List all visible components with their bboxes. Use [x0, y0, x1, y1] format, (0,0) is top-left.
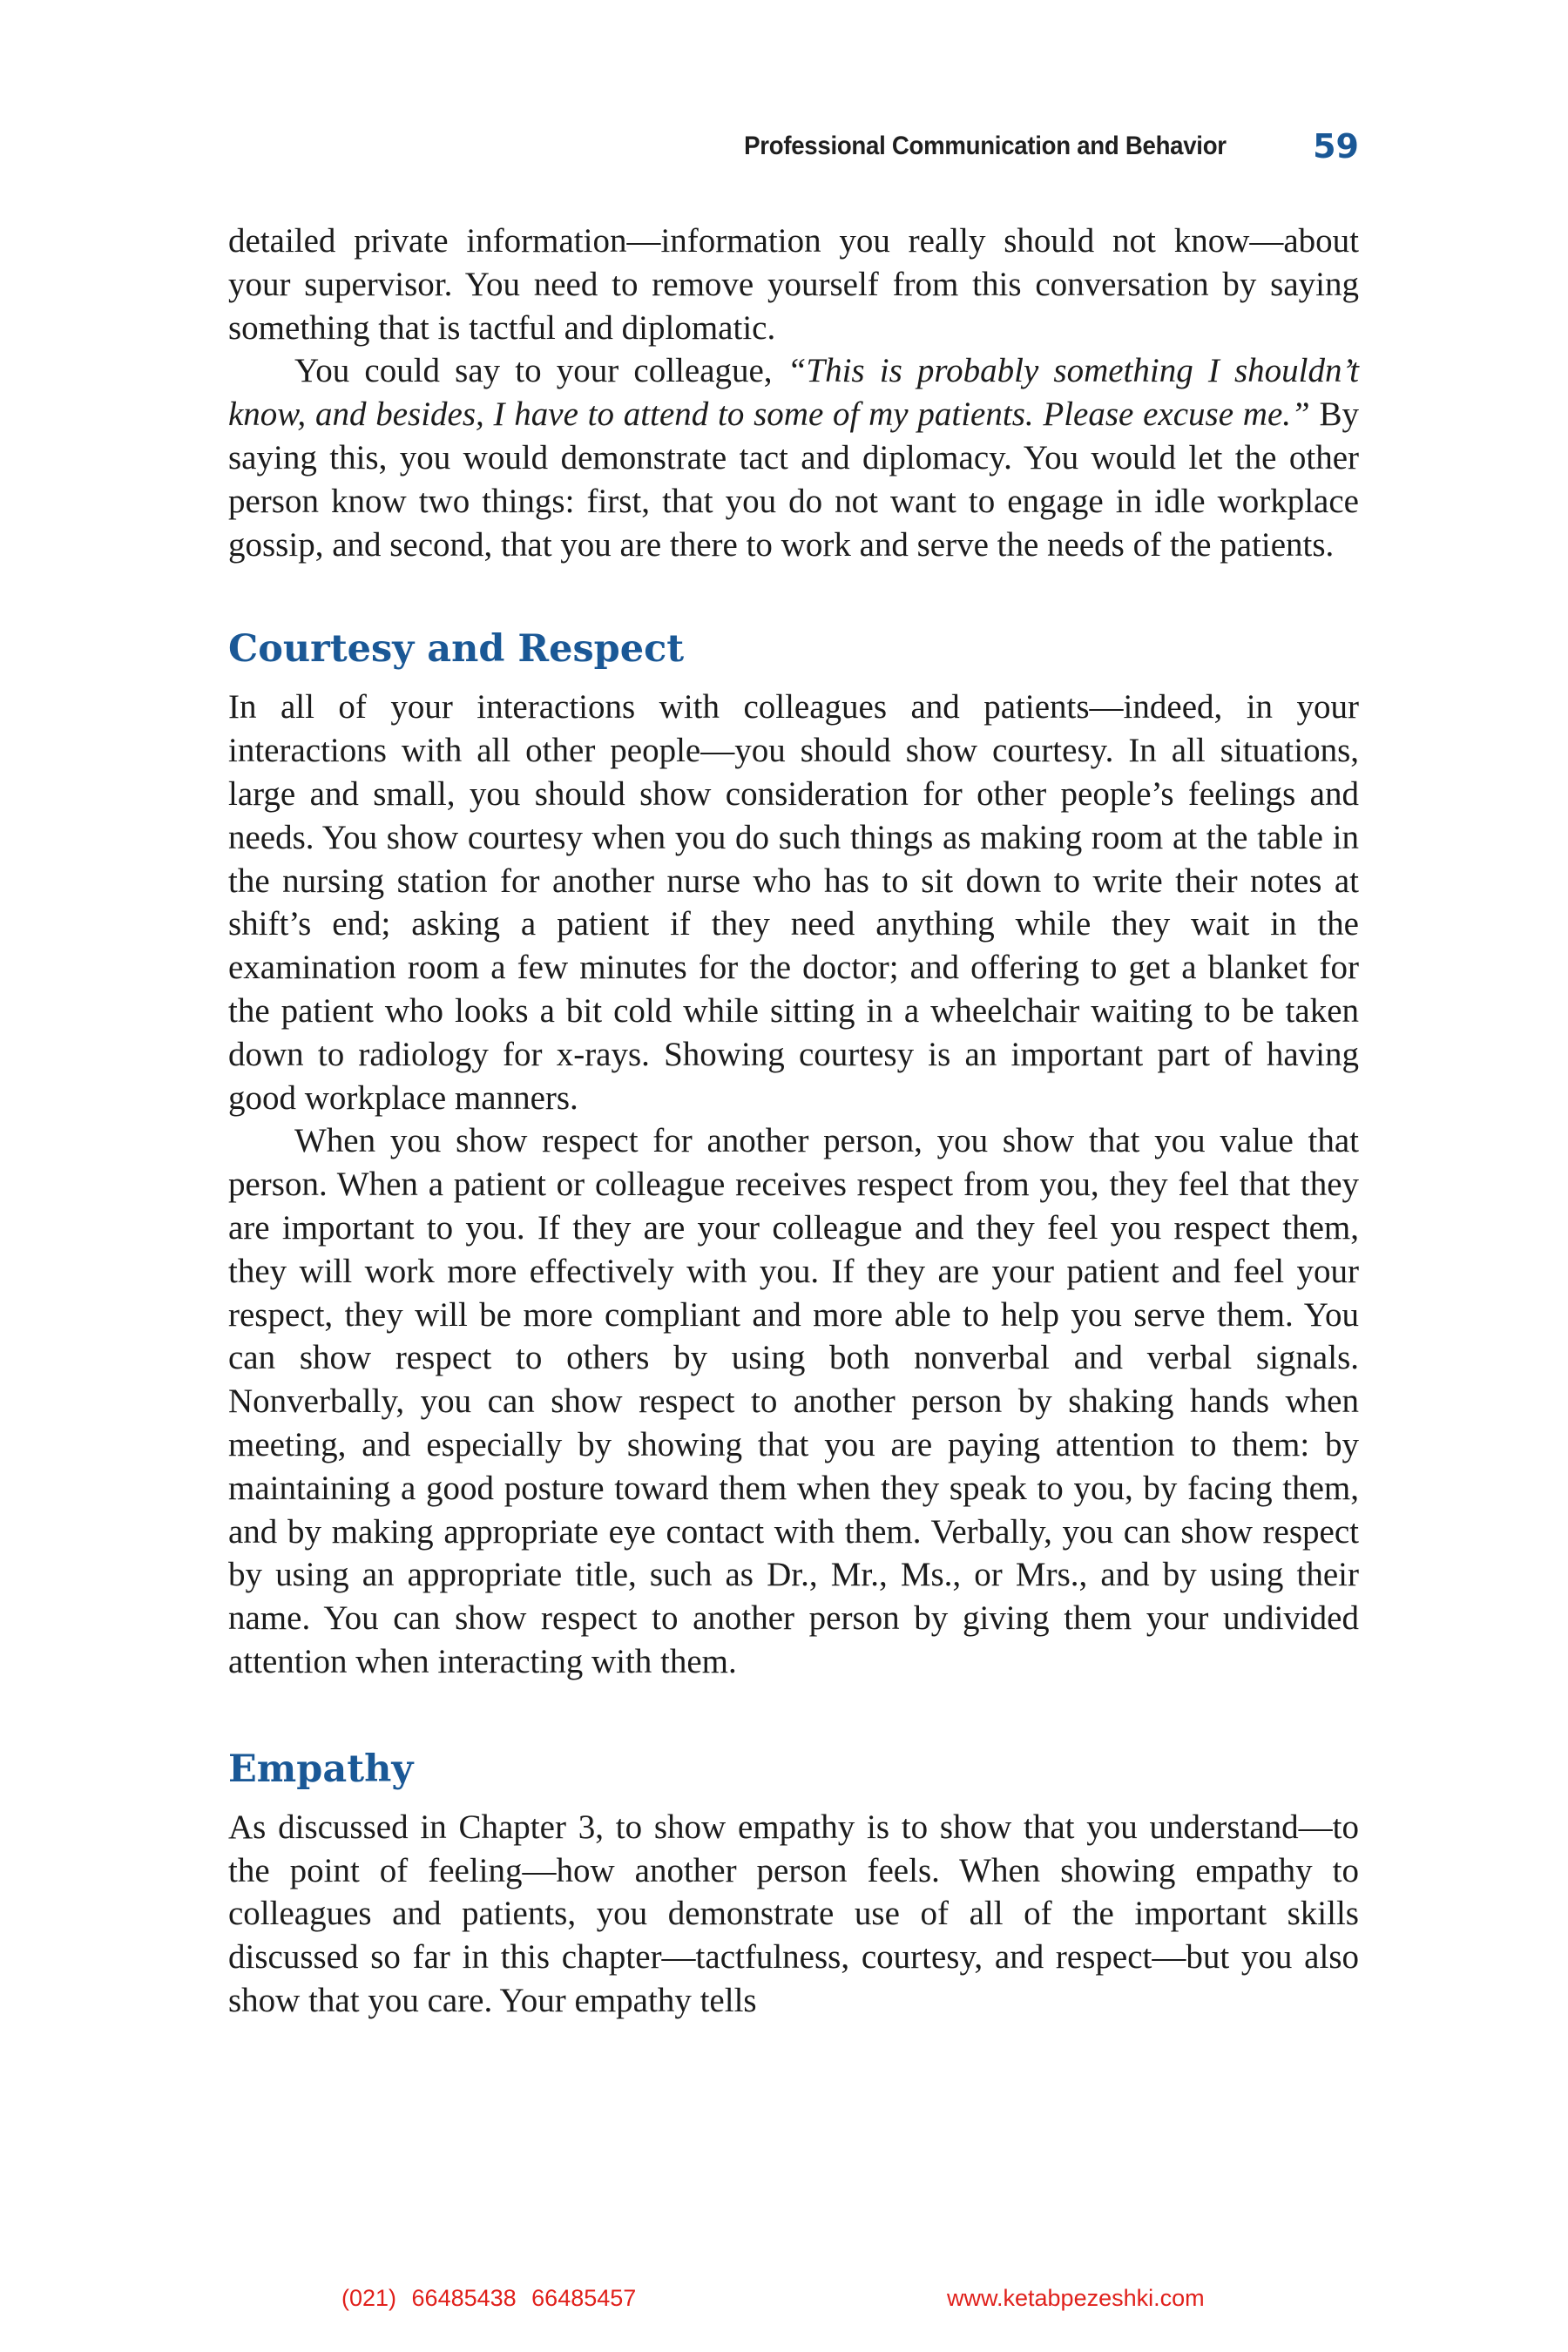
- running-title: Professional Communication and Behavior: [744, 132, 1227, 160]
- page-body: [228, 220, 1359, 2023]
- paragraph-empathy: As discussed in Chapter 3, to show empathy is to show that you understand—to the point of feeling—how another person feels. When showing empathy to colleagues and patients, you demonstrate use of all of the important skills discussed so far in this chapter—tactfulness, courtesy, and respect—but you also show that you care. Your empathy tells: [228, 1808, 1359, 2019]
- quoted-speech: “This is probably something I shouldn’t know, and besides, I have to attend to some of my patients. Please excuse me.”: [228, 352, 1359, 434]
- running-head: [228, 129, 1359, 171]
- paragraph-courtesy: In all of your interactions with colleagues and patients—indeed, in your interactions with all other people—you should show courtesy. In all situations, large and small, you should show consideration for other people’s feelings and needs. You show courtesy when you do such things as making room at the table in the nursing station for another nurse who has to sit down to write their notes at shift’s end; asking a patient if they need anything while they wait in the examination room a few minutes for the doctor; and offering to get a blanket for the patient who looks a bit cold while sitting in a wheelchair waiting to be taken down to radiology for x-rays. Showing courtesy is an important part of having good workplace manners.: [228, 688, 1359, 1117]
- paragraph-rest-text: By saying this, you would demonstrate tact and diplomacy. You would let the other person know two things: first, that you do not want to engage in idle workplace gossip, and second, that you are there to work and serve the needs of the patients.: [228, 395, 1359, 564]
- paragraph-respect: When you show respect for another person, you show that you value that person. When a patient or colleague receives respect from you, they feel that they are important to you. If they are your colleague and they feel you respect them, they will work more effectively with you. If they are your patient and feel your respect, they will be more compliant and more able to help you serve them. You can show respect to others by using both nonverbal and verbal signals. Nonverbally, you can show respect to another person by shaking hands when meeting, and especially by showing that you are paying attention to them: by maintaining a good posture toward them when they speak to you, by facing them, and by making appropriate eye contact with them. Verbally, you can show respect by using an appropriate title, such as Dr., Mr., Ms., or Mrs., and by using their name. You can show respect to another person by giving them your undivided attention when interacting with them.: [228, 1122, 1359, 1680]
- paragraph-continued: detailed private information—information you really should not know—about your supervisor. You need to remove yourself from this conversation by saying something that is tactful and diplomatic.: [228, 222, 1359, 347]
- section-heading-empathy: Empathy: [228, 1747, 414, 1791]
- paragraph-lead-text: You could say to your colleague,: [294, 352, 787, 390]
- page-footer: [0, 2282, 1568, 2317]
- page-number: 59: [1313, 127, 1359, 166]
- paragraph-tact-example: [228, 349, 1359, 566]
- footer-phone: (021) 66485438 66485457: [341, 2285, 637, 2311]
- section-heading-courtesy: Courtesy and Respect: [228, 627, 685, 672]
- footer-website-link[interactable]: www.ketabpezeshki.com: [947, 2285, 1205, 2311]
